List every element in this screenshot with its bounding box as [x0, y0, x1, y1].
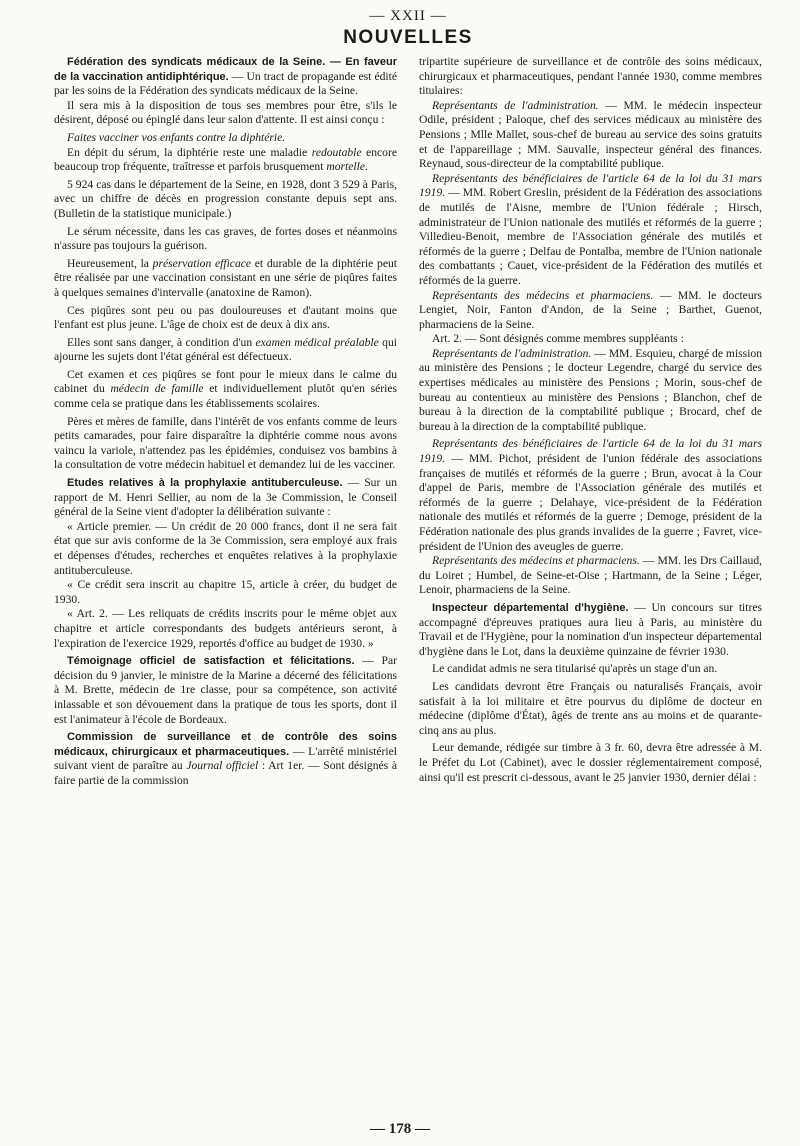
- paragraph: [54, 336, 397, 365]
- paragraph-text: — MM. les Drs Caillaud, du Loiret ; Humbel, de Seine-et-Oise ; Hartmann, de la Seine ; Léger, Lenoir, pharmaciens de la Seine.: [419, 554, 762, 597]
- italic-text: redoutable: [311, 145, 362, 159]
- headline: Commission de surveillance et de contrôle des soins médicaux, chirurgicaux et pharmaceutiques.: [54, 731, 397, 758]
- paragraph: [419, 347, 762, 435]
- roman-page-number: — XXII —: [369, 8, 447, 24]
- paragraph-text: — MM. Pichot, président de l'union fédérale des associations françaises de mutilés et réformés de la guerre ; Brun, avocat à la Cour d'appel de Paris, membre de l'Association générale des mutilés et réformés de la guerre ; Delahaye, vice-président de la Fédération nationale des mutilés et réformés de la guerre ; Demoge, président de la Fédération nationale des plus grands invalides de la guerre ; Favret, vice-président de l'Union des aveugles de guerre.: [419, 452, 762, 553]
- paragraph: 5 924 cas dans le département de la Seine, en 1928, dont 3 529 à Paris, avec un chiffre de décès en progression constante depuis sept ans. (Bulletin de la statistique municipale.): [54, 177, 397, 220]
- paragraph-text: En dépit du sérum, la diphtérie reste une maladie: [67, 145, 312, 159]
- paragraph: Ces piqûres sont peu ou pas douloureuses et d'autant moins que l'enfant est plus jeune. L'âge de choix est de deux à dix ans.: [54, 303, 397, 332]
- right-column: [419, 55, 762, 1095]
- news-item-temoignage: [54, 654, 397, 727]
- paragraph-text: et individuellement plutôt qu'en séries comme cela se pratique dans les établissements scolaires.: [54, 382, 397, 411]
- paragraph: [54, 146, 397, 175]
- italic-text: Faites vacciner vos enfants contre la diphtérie.: [67, 130, 286, 144]
- news-item-syndicats: [54, 55, 397, 99]
- news-item-commission: [54, 730, 397, 788]
- news-item-prophylaxie: [54, 476, 397, 520]
- paragraph-text: — MM. Esquieu, chargé de mission au ministère des Pensions ; le docteur Legendre, chargé du service des expertises médicales au ministère des Pensions ; Morin, sous-chef de bureau au contentieux au ministère des Pensions ; Blanchon, chef de bureau à la direction de la comptabilité publique ; Brocard, chef de bureau à la direction de la comptabilité publique.: [419, 346, 762, 433]
- italic-text: Représentants des bénéficiaires de l'article 64 de la loi du 31 mars 1919.: [419, 437, 762, 466]
- paragraph: Le sérum nécessite, dans les cas graves, de fortes doses et néanmoins n'assure pas toujours la guérison.: [54, 224, 397, 253]
- paragraph-text: Cet examen et ces piqûres se font pour le mieux dans le calme du cabinet du: [54, 367, 397, 396]
- headline: Fédération des syndicats médicaux de la Seine. — En faveur de la vaccination antidiphtérique.: [54, 56, 397, 83]
- paragraph: Pères et mères de famille, dans l'intérêt de vos enfants comme de leurs petits camarades, pour faire disparaître la diphtérie comme nous avons vaincu la variole, n'attendez pas les épidémies, conduisez vos bambins à la consultation de votre médecin habituel et demandez lui de les vacciner.: [54, 414, 397, 472]
- paragraph-text: .: [365, 160, 368, 174]
- paragraph-text: encore beaucoup trop fréquente, traîtresse et parfois brusquement: [54, 145, 397, 174]
- paragraph: [54, 257, 397, 301]
- paragraph: [419, 172, 762, 289]
- paragraph: Art. 2. — Sont désignés comme membres suppléants :: [432, 332, 684, 346]
- paragraph-text: — MM. le docteurs Lengiet, Noir, Fanton d'Andon, de la Seine ; Barthet, Guenot, pharmaciens de la Seine.: [419, 288, 762, 331]
- paragraph-text: — Un tract de propagande est édité par les soins de la Fédération des syndicats médicaux de la Seine.: [54, 69, 397, 98]
- italic-text: préservation efficace: [152, 256, 252, 270]
- paragraph: [419, 554, 762, 598]
- headline: Inspecteur départemental d'hygiène.: [432, 601, 629, 614]
- italic-text: mortelle: [326, 160, 365, 174]
- italic-text: médecin de famille: [110, 382, 204, 396]
- paragraph-text: Elles sont sans danger, à condition d'un: [67, 335, 256, 349]
- page-number: — 178 —: [370, 1121, 430, 1137]
- paragraph: « Article premier. — Un crédit de 20 000 francs, dont il ne sera fait état que sur avis conforme de la 3e Commission, sera employé aux frais et dépenses d'études, recherches et enquêtes relatives à la prophylaxie antituberculeuse.: [54, 519, 397, 577]
- paragraph-text: et durable de la diphtérie peut être réalisée par une vaccination consistant en une série de piqûres faites à quelques semaines d'intervalle (anatoxine de Ramon).: [54, 256, 397, 299]
- headline: Témoignage officiel de satisfaction et félicitations.: [67, 655, 355, 668]
- paragraph-text: — Sur un rapport de M. Henri Sellier, au nom de la 3e Commission, le Conseil général de la Seine vient d'adopter la délibération suivante :: [54, 476, 397, 519]
- paragraph: [419, 99, 762, 172]
- text-columns: [54, 55, 762, 1095]
- italic-text: Représentants des médecins et pharmaciens.: [432, 554, 640, 568]
- paragraph: [54, 368, 397, 412]
- section-title: NOUVELLES: [343, 27, 473, 48]
- italic-text: Représentants des bénéficiaires de l'article 64 de la loi du 31 mars 1919.: [419, 171, 762, 200]
- paragraph-text: — MM. Robert Greslin, président de la Fédération des associations de mutilés de l'Aisne, membre de l'Union fédérale ; Hirsch, administrateur de l'Union nationale des mutilés et réformés de la guerre ; Villedieu-Benoit, membre de l'Association générale des mutilés et réformés de la guerre ; Delfau de Pontalba, membre de l'Union nationale des combattants ; Cauet, vice-président de la Fédération des mutilés et réformés de la guerre.: [419, 186, 762, 287]
- paragraph-text: — Un concours sur titres accompagné d'épreuves pratiques aura lieu à Paris, au ministère du Travail et de l'Hygiène, pour la nomination d'un inspecteur départemental d'hygiène dans le Lot, dans la deuxième quinzaine de février 1930.: [419, 600, 762, 658]
- paragraph: « Art. 2. — Les reliquats de crédits inscrits pour le même objet aux chapitre et article correspondants des budgets antérieurs seront, à l'expiration de l'exercice 1929, reportés d'office au budget de 1930. »: [54, 607, 397, 650]
- paragraph: Leur demande, rédigée sur timbre à 3 fr. 60, devra être adressée à M. le Préfet du Lot (Cabinet), avec le dossier réglementairement composé, ainsi qu'il est prescrit ci-dessous, avant le 25 janvier 1930, dernier délai :: [419, 741, 762, 784]
- italic-text: Représentants de l'administration.: [432, 346, 592, 360]
- headline: Etudes relatives à la prophylaxie antituberculeuse.: [67, 477, 343, 490]
- paragraph: Les candidats devront être Français ou naturalisés Français, avoir satisfait à la loi militaire et être pourvus du diplôme de docteur en médecine (diplôme d'État), âgés de trente ans au moins et de quarante-cinq ans au plus.: [419, 679, 762, 737]
- paragraph-text: — L'arrêté ministériel suivant vient de paraître au: [54, 744, 397, 773]
- italic-text: Représentants des médecins et pharmaciens.: [432, 288, 654, 302]
- paragraph: [419, 437, 762, 554]
- paragraph-text: Heureusement, la: [67, 256, 153, 270]
- left-column: [54, 55, 397, 1095]
- paragraph-text: — Par décision du 9 janvier, le ministre de la Marine a décerné des félicitations à M. Brette, médecin de 1re classe, pour sa compétence, son activité inlassable et son dévouement dans la pratique de tous les sports, dont il est l'animateur à l'école de Bordeaux.: [54, 654, 397, 726]
- paragraph-text: qui ajourne les sujets dont l'état général est défectueux.: [54, 335, 397, 364]
- paragraph: Le candidat admis ne sera titularisé qu'après un stage d'un an.: [432, 662, 718, 676]
- paragraph: « Ce crédit sera inscrit au chapitre 15, article à créer, du budget de 1930.: [54, 578, 397, 606]
- paragraph-text: — MM. le médecin inspecteur Odile, président ; Paloque, chef des services médicaux au ministère des Pensions ; Mlle Mallet, sous-chef de bureau au service des soins gratuits et de l'appareillage ; MM. Sauvalle, inspecteur général des finances. Reynaud, sous-directeur de la comptabilité publique.: [419, 98, 762, 171]
- italic-text: examen médical préalable: [255, 335, 379, 349]
- paragraph: Il sera mis à la disposition de tous ses membres pour être, s'ils le désirent, déposé ou épinglé dans leur salon d'attente. Il est ainsi conçu :: [54, 98, 397, 127]
- news-item-inspecteur: [419, 601, 762, 659]
- paragraph: tripartite supérieure de surveillance et de contrôle des soins médicaux, chirurgicaux et pharmaceutiques, pendant l'année 1930, comme membres titulaires:: [419, 55, 762, 98]
- italic-text: Représentants de l'administration.: [432, 98, 599, 112]
- tract-title: [54, 131, 397, 146]
- paragraph: [419, 289, 762, 333]
- italic-text: Journal officiel: [186, 759, 259, 773]
- paragraph-text: : Art 1er. — Sont désignés à faire partie de la commission: [54, 759, 397, 787]
